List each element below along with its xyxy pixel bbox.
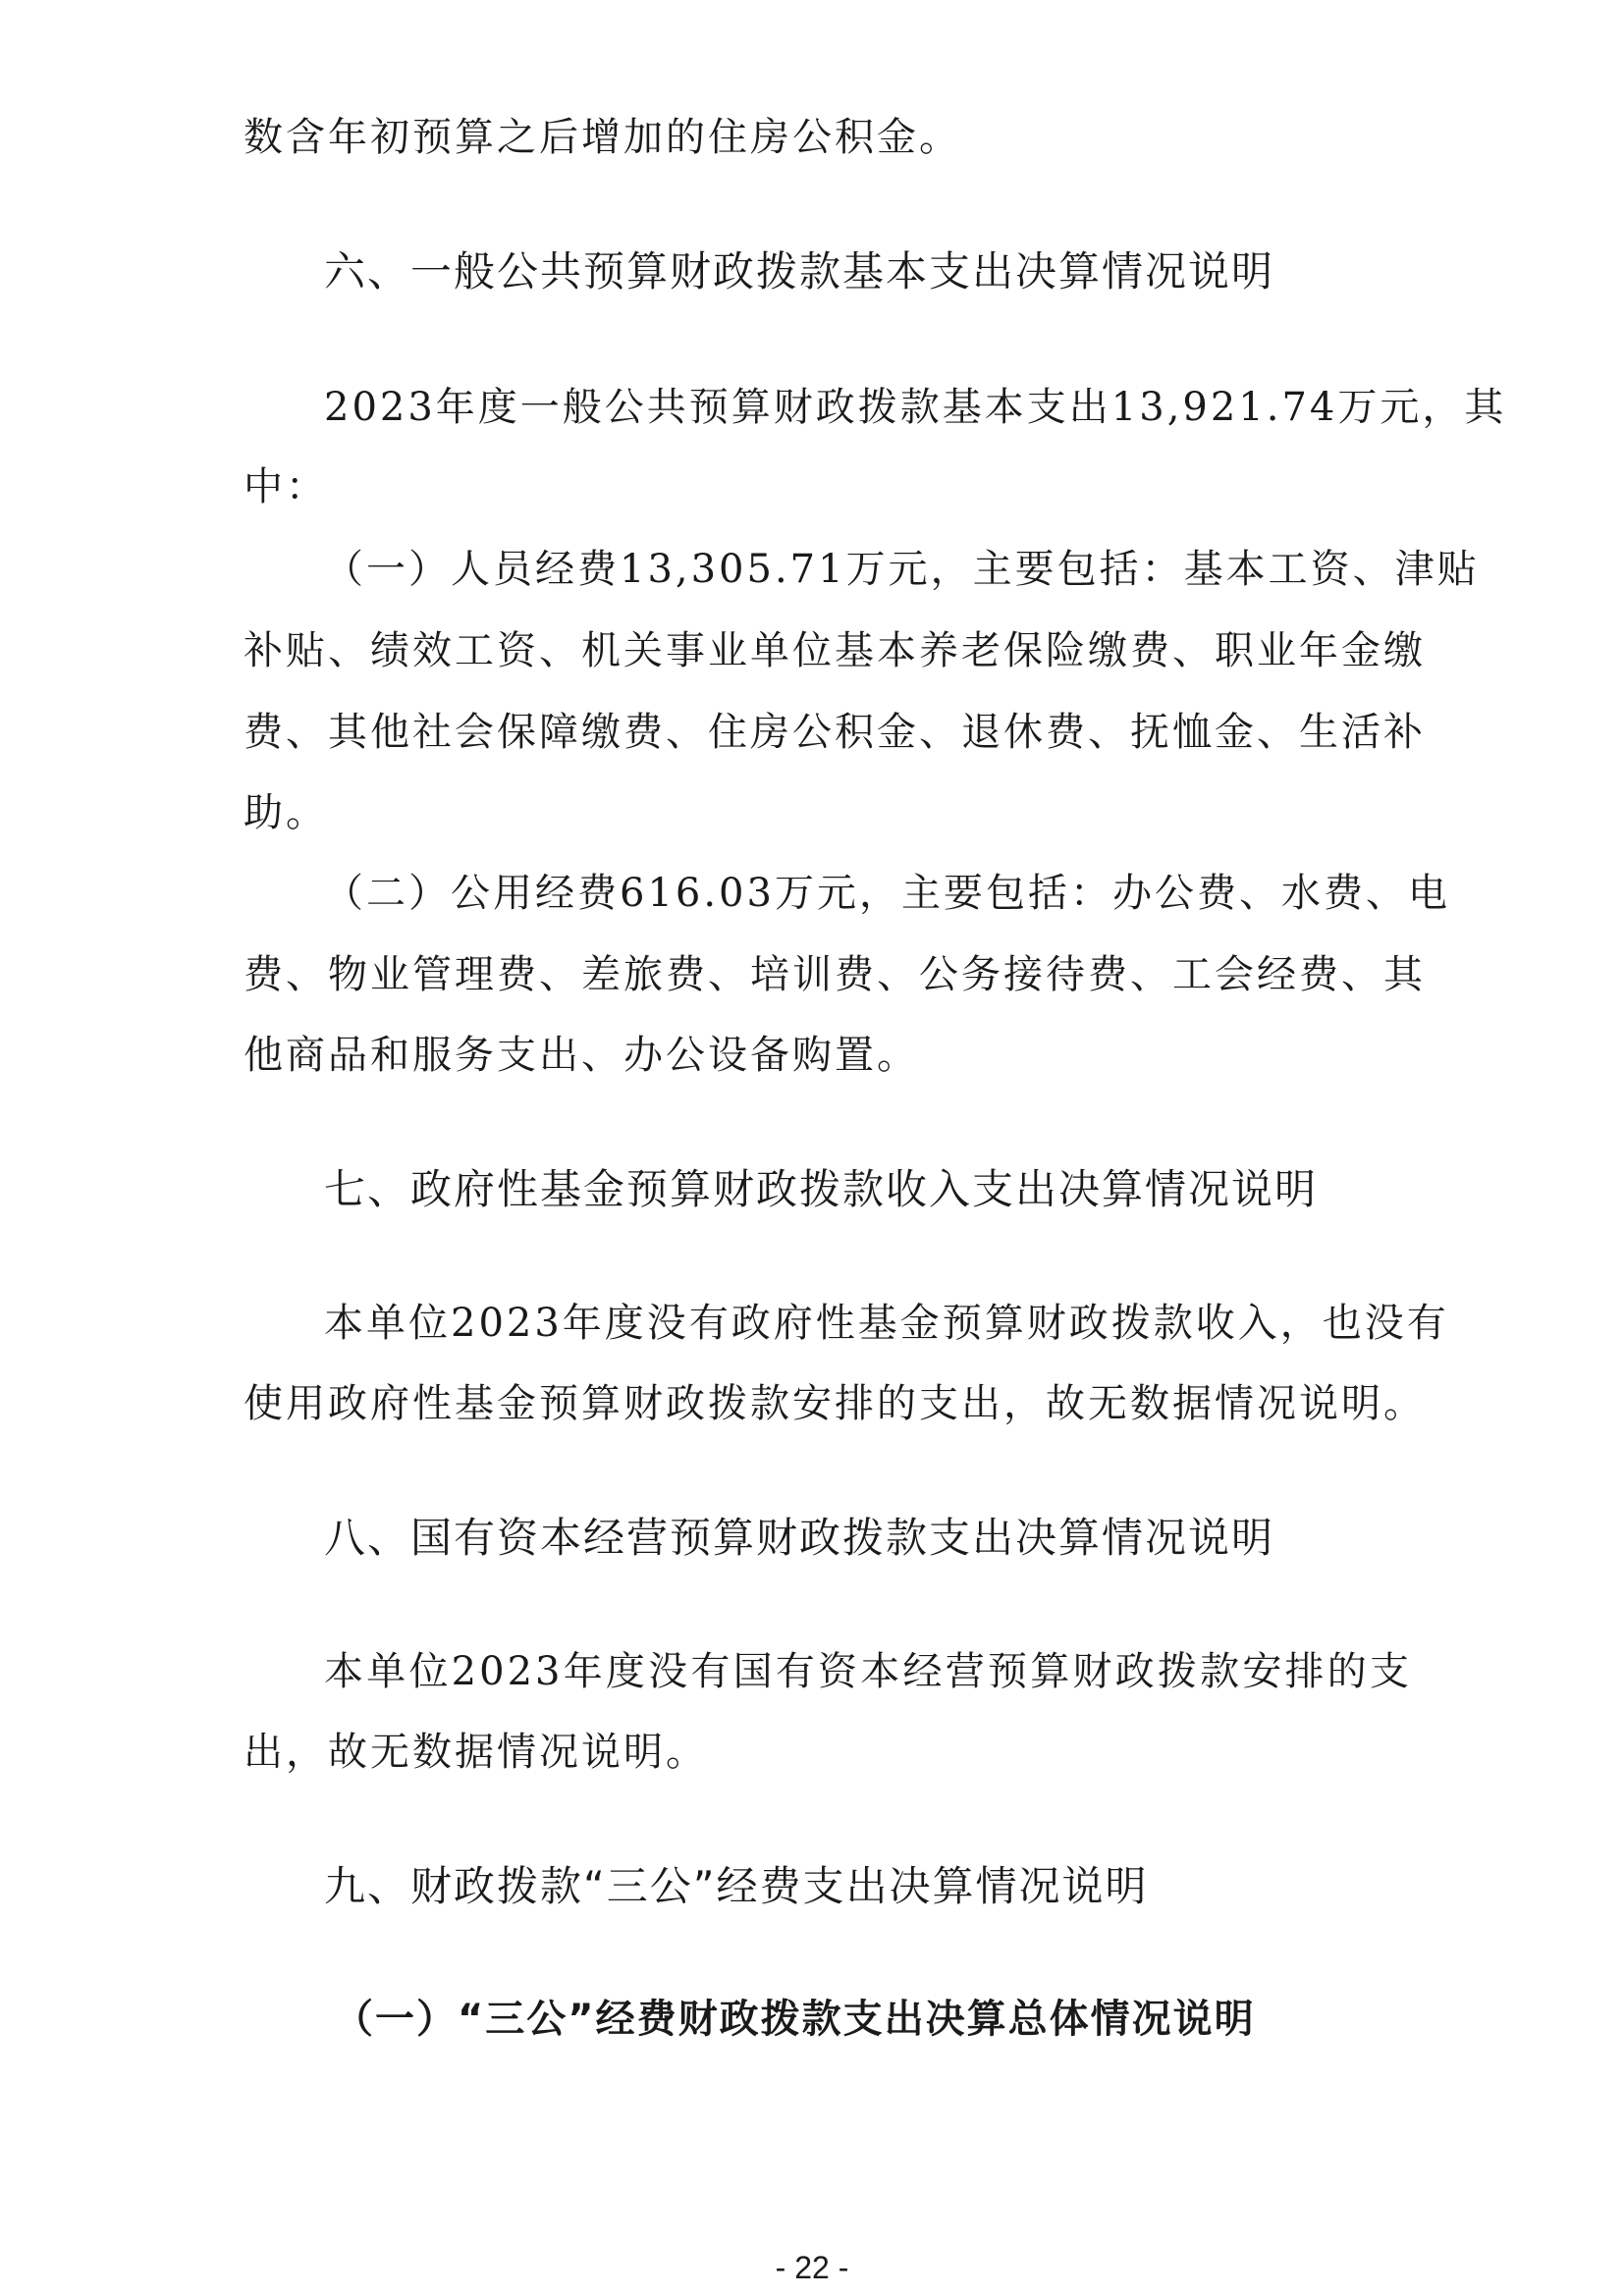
section-8-body-line-1: 本单位2023年度没有国有资本经营预算财政拨款安排的支 — [324, 1649, 1412, 1694]
continuation-text: 数含年初预算之后增加的住房公积金。 — [244, 115, 961, 160]
personnel-expense-line-1: （一）人员经费13,305.71万元，主要包括：基本工资、津贴 — [324, 547, 1480, 592]
public-expense-line-2: 费、物业管理费、差旅费、培训费、公务接待费、工会经费、其 — [244, 952, 1426, 997]
page-number: - 22 - — [775, 2250, 849, 2285]
personnel-expense-line-2: 补贴、绩效工资、机关事业单位基本养老保险缴费、职业年金缴 — [244, 628, 1426, 673]
section-7-heading: 七、政府性基金预算财政拨款收入支出决算情况说明 — [324, 1165, 1319, 1213]
public-expense-line-3: 他商品和服务支出、办公设备购置。 — [244, 1033, 919, 1078]
public-expense-line-1: （二）公用经费616.03万元，主要包括：办公费、水费、电 — [324, 871, 1450, 916]
section-8-body-line-2: 出，故无数据情况说明。 — [244, 1730, 708, 1775]
section-6-intro-line-2: 中： — [244, 464, 328, 509]
personnel-expense-line-4: 助。 — [244, 790, 328, 835]
section-6-heading: 六、一般公共预算财政拨款基本支出决算情况说明 — [324, 247, 1275, 295]
section-7-body-line-2: 使用政府性基金预算财政拨款安排的支出，故无数据情况说明。 — [244, 1381, 1426, 1426]
section-6-intro-line-1: 2023年度一般公共预算财政拨款基本支出13,921.74万元，其 — [324, 385, 1507, 430]
section-7-body-line-1: 本单位2023年度没有政府性基金预算财政拨款收入，也没有 — [324, 1301, 1449, 1346]
section-8-heading: 八、国有资本经营预算财政拨款支出决算情况说明 — [324, 1514, 1275, 1562]
section-9-heading: 九、财政拨款“三公”经费支出决算情况说明 — [324, 1862, 1149, 1910]
personnel-expense-line-3: 费、其他社会保障缴费、住房公积金、退休费、抚恤金、生活补 — [244, 710, 1426, 755]
section-9-subheading: （一）“三公”经费财政拨款支出决算总体情况说明 — [334, 1997, 1256, 2042]
